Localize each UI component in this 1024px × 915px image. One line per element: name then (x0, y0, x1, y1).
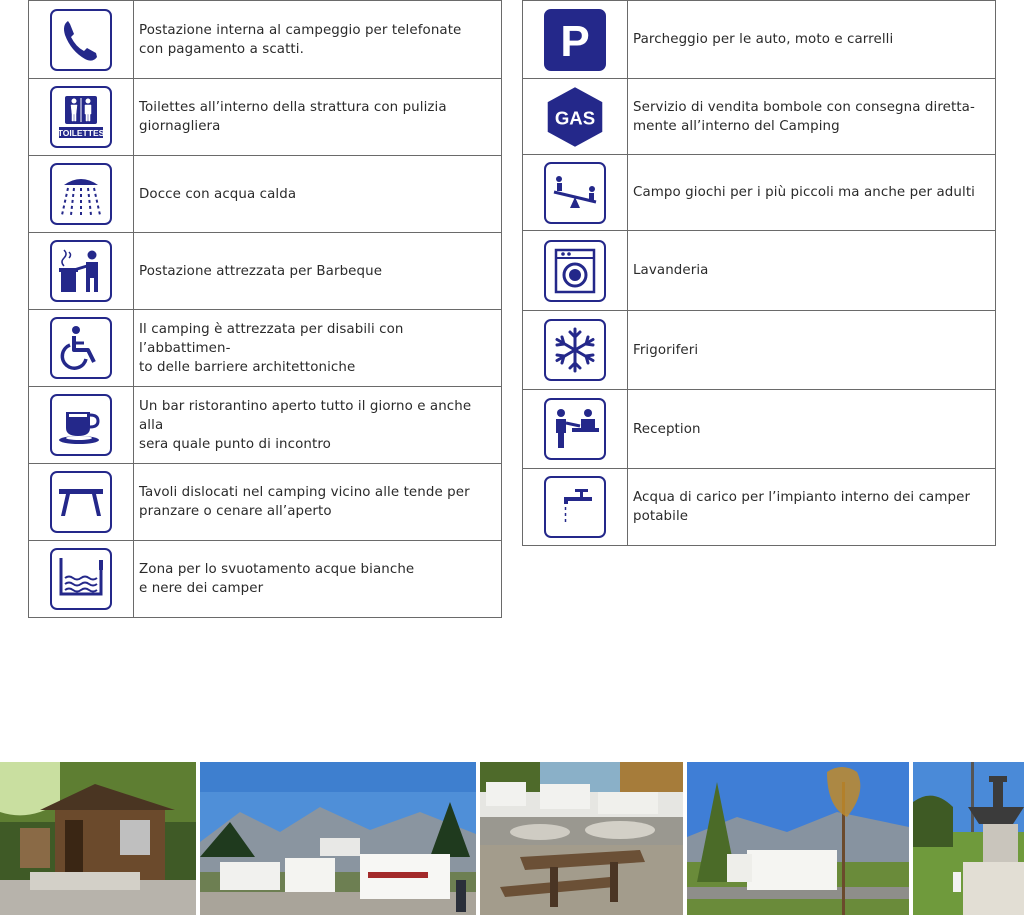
service-description: Il camping è attrezzata per disabili con l’abbattimen- to delle barriere architettoniche (134, 310, 502, 387)
barbecue-icon (50, 240, 112, 302)
service-description: Frigoriferi (628, 311, 996, 390)
service-row (29, 464, 502, 541)
service-row (523, 231, 996, 311)
service-description: Parcheggio per le auto, moto e carrelli (628, 1, 996, 79)
seesaw-icon (544, 162, 606, 224)
service-row (29, 156, 502, 233)
gas-icon-label: GAS (554, 106, 596, 128)
service-row (523, 1, 996, 79)
service-description: Un bar ristorantino aperto tutto il giorno e anche alla sera quale punto di incontro (134, 387, 502, 464)
toilets-icon-label: TOILETTES (57, 128, 105, 138)
picnic-table-icon (50, 471, 112, 533)
service-row (523, 311, 996, 390)
icon-cell (523, 231, 628, 311)
photo-campers-mountains (200, 762, 476, 915)
icon-cell (523, 311, 628, 390)
icon-cell (29, 233, 134, 310)
service-row (523, 469, 996, 546)
services-table-left (28, 0, 502, 618)
service-row (29, 79, 502, 156)
service-description: Tavoli dislocati nel camping vicino alle tende per pranzare o cenare all’aperto (134, 464, 502, 541)
service-row (523, 155, 996, 231)
icon-cell (523, 390, 628, 469)
photo-barbecue-grill (913, 762, 1024, 915)
waste-water-icon (50, 548, 112, 610)
icon-cell (29, 1, 134, 79)
service-description: Postazione attrezzata per Barbeque (134, 233, 502, 310)
service-description: Reception (628, 390, 996, 469)
icon-cell (29, 310, 134, 387)
icon-cell (523, 155, 628, 231)
icon-cell (29, 79, 134, 156)
icon-cell (29, 541, 134, 618)
services-table-right (522, 0, 996, 546)
shower-icon (50, 163, 112, 225)
photo-strip (0, 762, 1024, 915)
water-tap-icon (544, 476, 606, 538)
icon-cell (523, 469, 628, 546)
service-row (29, 387, 502, 464)
icon-cell (29, 156, 134, 233)
icon-cell (29, 387, 134, 464)
service-description: Zona per lo svuotamento acque bianche e nere dei camper (134, 541, 502, 618)
service-row (523, 79, 996, 155)
parking-icon (544, 9, 606, 71)
service-description: Lavanderia (628, 231, 996, 311)
service-description: Campo giochi per i più piccoli ma anche per adulti (628, 155, 996, 231)
icon-cell (523, 79, 628, 155)
service-row (29, 541, 502, 618)
parking-icon-label: P (560, 16, 590, 65)
toilets-icon (50, 86, 112, 148)
service-description: Servizio di vendita bombole con consegna diretta- mente all’interno del Camping (628, 79, 996, 155)
reception-icon (544, 398, 606, 460)
coffee-cup-icon (50, 394, 112, 456)
service-row (29, 1, 502, 79)
service-description: Postazione interna al campeggio per telefonate con pagamento a scatti. (134, 1, 502, 79)
service-description: Docce con acqua calda (134, 156, 502, 233)
snowflake-icon (544, 319, 606, 381)
service-row (29, 310, 502, 387)
washing-machine-icon (544, 240, 606, 302)
photo-wooden-hut (0, 762, 196, 915)
icon-cell (523, 1, 628, 79)
wheelchair-icon (50, 317, 112, 379)
photo-camper-tree (687, 762, 909, 915)
icon-cell (29, 464, 134, 541)
service-description: Acqua di carico per l’impianto interno dei camper potabile (628, 469, 996, 546)
service-row (29, 233, 502, 310)
photo-picnic-table (480, 762, 683, 915)
phone-icon (50, 9, 112, 71)
gas-icon (544, 86, 606, 148)
service-description: Toilettes all’interno della strattura con pulizia giornagliera (134, 79, 502, 156)
service-row (523, 390, 996, 469)
